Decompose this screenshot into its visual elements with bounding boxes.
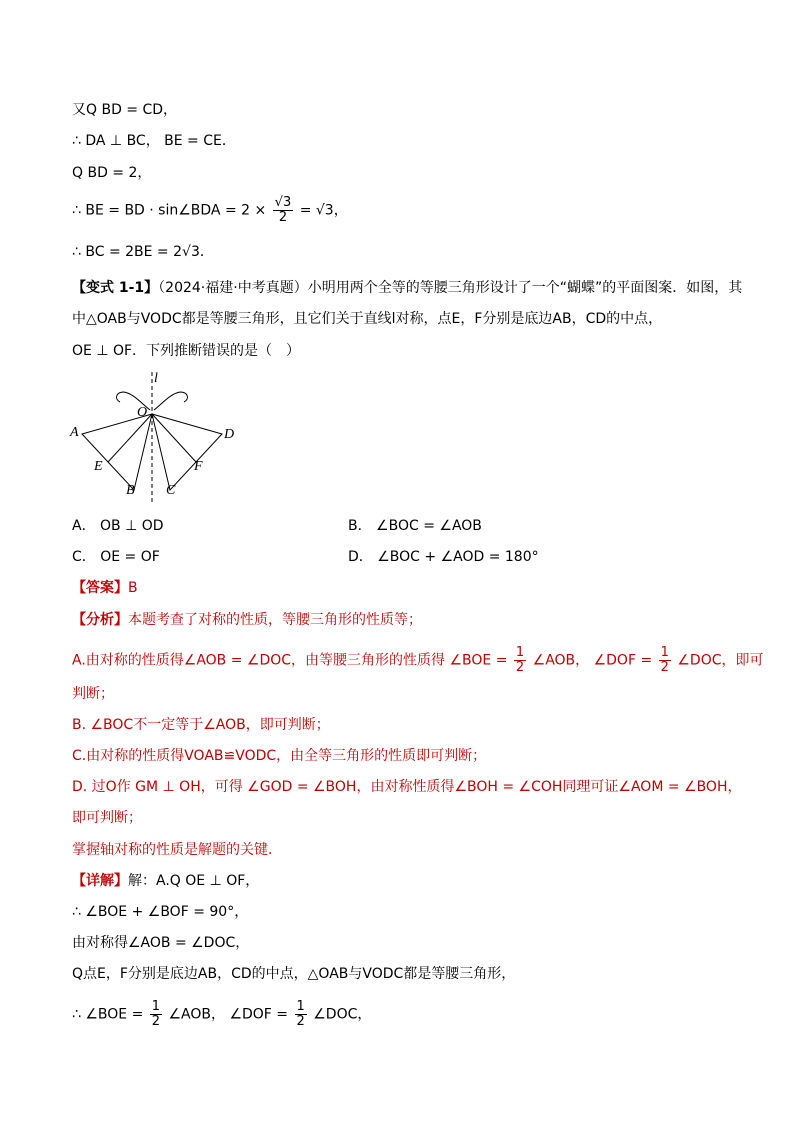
analysis-a-part3: ∠DOC，即可 xyxy=(677,652,764,669)
fraction-denominator: 2 xyxy=(296,1014,305,1029)
label-l: l xyxy=(154,371,158,386)
detail-line-5-a: ∴ ∠BOE = xyxy=(72,1006,144,1023)
fraction-numerator: 1 xyxy=(151,999,161,1014)
solution-line-5: ∴ BC = 2BE = 2√3． xyxy=(72,244,214,260)
detail-line-2: ∴ ∠BOE + ∠BOF = 90°， xyxy=(72,904,249,920)
fraction-numerator: √3 xyxy=(274,195,292,210)
analysis-tag: 【分析】 xyxy=(72,612,128,628)
analysis-c: C.由对称的性质得VOAB≌VODC，由全等三角形的性质即可判断； xyxy=(72,748,487,764)
segment-OF xyxy=(152,414,196,462)
answer-line xyxy=(72,578,138,598)
analysis-d: D. 过O作 GM ⊥ OH，可得 ∠GOD = ∠BOH，由对称性质得∠BOH = ∠COH同理可证∠AOM = ∠BOH， xyxy=(72,779,742,795)
segment-OE xyxy=(108,414,152,462)
answer-value: B xyxy=(128,580,138,596)
solution-line-4-result: = √3， xyxy=(299,202,348,219)
label-O: O xyxy=(137,405,148,420)
butterfly-figure xyxy=(64,366,244,506)
fraction-denominator: 2 xyxy=(278,210,288,225)
detail-line-1-text: 解：A.Q OE ⊥ OF， xyxy=(128,873,260,889)
fraction-numerator: 1 xyxy=(296,999,305,1014)
fraction xyxy=(295,1000,307,1029)
detail-line-4: Q点E，F分别是底边AB，CD的中点，△OAB与VODC都是等腰三角形， xyxy=(72,966,516,982)
analysis-a-part1: A.由对称的性质得∠AOB = ∠DOC，由等腰三角形的性质得 ∠BOE = xyxy=(72,652,508,669)
analysis-a xyxy=(72,646,764,675)
detail-line-5 xyxy=(72,1000,371,1029)
analysis-a-part2: ∠AOB， ∠DOF = xyxy=(532,652,653,669)
answer-tag: 【答案】 xyxy=(72,580,128,596)
label-A: A xyxy=(70,425,79,440)
fraction-denominator: 2 xyxy=(515,660,525,675)
fraction xyxy=(273,196,294,225)
solution-line-4-text: ∴ BE = BD · sin∠BDA = 2 × xyxy=(72,202,267,219)
problem-tag: 【变式 1-1】 xyxy=(72,280,159,296)
solution-line-3: Q BD = 2， xyxy=(72,165,152,181)
fraction xyxy=(514,646,526,675)
detail-line-3: 由对称得∠AOB = ∠DOC， xyxy=(72,935,250,951)
option-a: A． OB ⊥ OD xyxy=(72,518,164,534)
fraction-denominator: 2 xyxy=(660,660,669,675)
detail-line-5-b: ∠AOB， ∠DOF = xyxy=(168,1006,289,1023)
detail-line-5-c: ∠DOC， xyxy=(313,1006,372,1023)
solution-line-4 xyxy=(72,196,348,225)
analysis-intro-text: 本题考查了对称的性质，等腰三角形的性质等； xyxy=(128,612,422,628)
label-E: E xyxy=(94,459,103,474)
analysis-intro xyxy=(72,610,422,630)
option-d: D． ∠BOC + ∠AOD = 180° xyxy=(348,549,539,565)
label-C: C xyxy=(166,483,176,498)
analysis-b: B. ∠BOC不一定等于∠AOB，即可判断； xyxy=(72,717,330,733)
problem-line-1 xyxy=(72,278,742,298)
fraction xyxy=(150,1000,162,1029)
fraction xyxy=(659,646,671,675)
problem-text-1: 小明用两个全等的等腰三角形设计了一个“蝴蝶”的平面图案．如图，其 xyxy=(307,280,743,296)
fraction-numerator: 1 xyxy=(515,645,525,660)
label-D: D xyxy=(224,427,235,442)
option-c: C． OE = OF xyxy=(72,549,160,565)
problem-line-3: OE ⊥ OF．下列推断错误的是（ ） xyxy=(72,343,301,359)
analysis-key: 掌握轴对称的性质是解题的关键． xyxy=(72,842,282,858)
problem-line-2: 中△OAB与VODC都是等腰三角形，且它们关于直线l对称，点E，F分别是底边AB，CD的中点， xyxy=(72,311,663,327)
label-B: B xyxy=(126,483,135,498)
solution-line-2: ∴ DA ⊥ BC， BE = CE． xyxy=(72,133,236,149)
analysis-a-cont: 判断； xyxy=(72,686,114,702)
detail-tag: 【详解】 xyxy=(72,873,128,889)
label-F: F xyxy=(194,459,203,474)
fraction-denominator: 2 xyxy=(151,1014,161,1029)
option-b: B． ∠BOC = ∠AOB xyxy=(348,518,482,534)
detail-line-1 xyxy=(72,871,259,891)
solution-line-1: 又Q BD = CD， xyxy=(72,102,178,118)
fraction-numerator: 1 xyxy=(660,645,669,660)
antenna-right xyxy=(154,392,187,410)
problem-source: （2024·福建·中考真题） xyxy=(158,280,308,296)
analysis-d-cont: 即可判断； xyxy=(72,810,142,826)
